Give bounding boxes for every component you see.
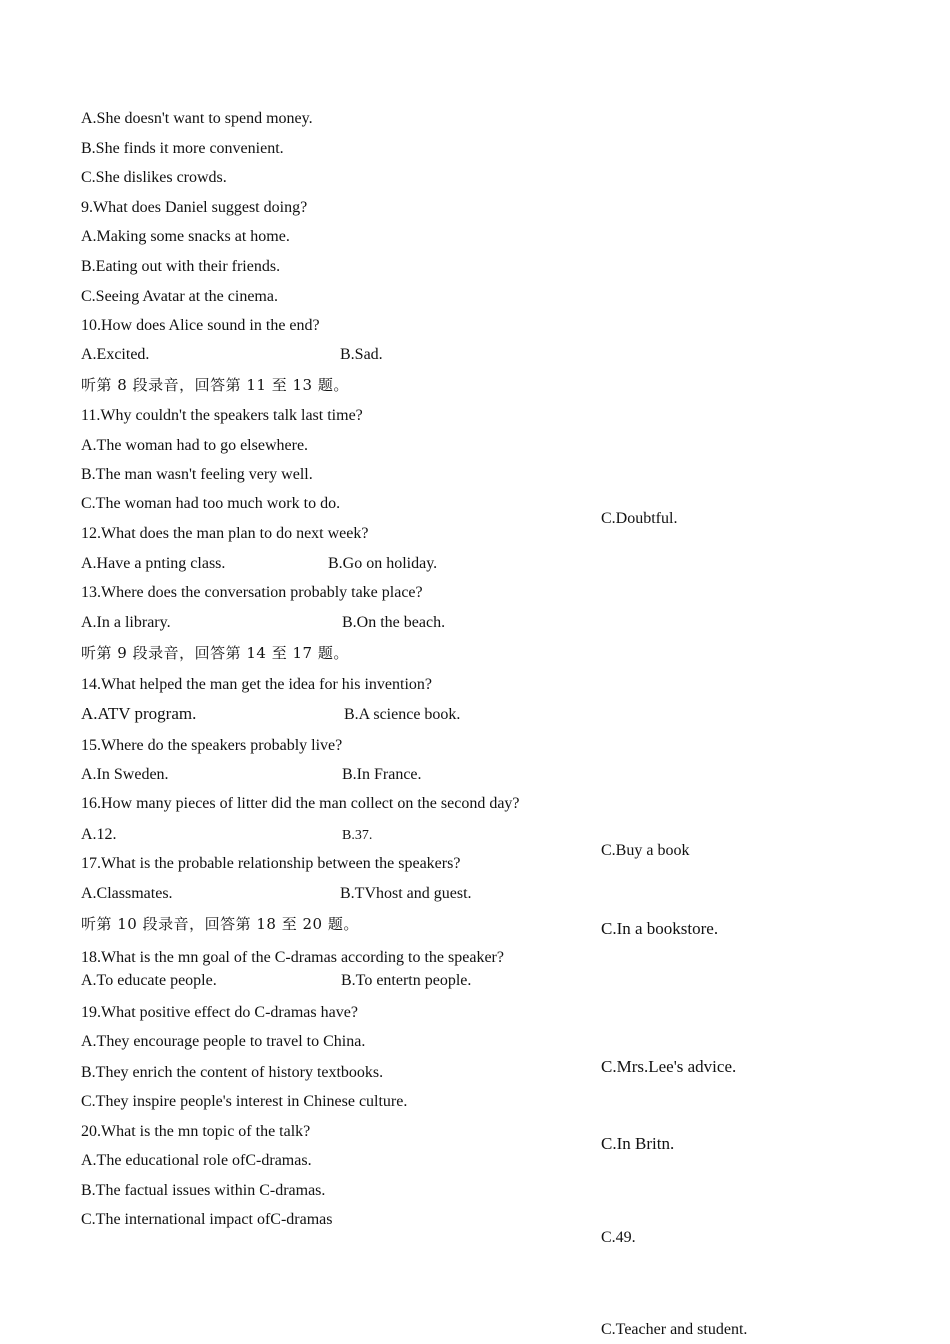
option-text: C.She dislikes crowds. — [81, 169, 227, 186]
option-text: A.Excited. — [81, 346, 150, 363]
option-text: C.The woman had too much work to do. — [81, 495, 341, 512]
question-text: 19.What positive effect do C-dramas have? — [81, 1004, 358, 1021]
option-text: A.Have a pnting class. — [81, 555, 226, 572]
question-text: 18.What is the mn goal of the C-dramas according to the speaker? — [81, 949, 504, 966]
option-text: B.A science book. — [344, 706, 461, 723]
option-text: B.Go on holiday. — [328, 555, 438, 572]
option-text: C.In a bookstore. — [601, 919, 719, 938]
question-text: 12.What does the man plan to do next week? — [81, 525, 369, 542]
option-text: A.In Sweden. — [81, 766, 169, 783]
option-text: A.The woman had to go elsewhere. — [81, 437, 309, 454]
question-text: 14.What helped the man get the idea for his invention? — [81, 676, 432, 693]
option-text: C.Doubtful. — [601, 510, 678, 527]
option-text: C.They inspire people's interest in Chinese culture. — [81, 1093, 408, 1110]
option-text: B.Sad. — [340, 346, 383, 363]
option-text: B.TVhost and guest. — [340, 885, 472, 902]
option-text: A.They encourage people to travel to China. — [81, 1033, 366, 1050]
section-heading: 听第 8 段录音，回答第 11 至 13 题。 — [81, 376, 349, 394]
option-text: A.12. — [81, 826, 117, 843]
question-text: 13.Where does the conversation probably take place? — [81, 584, 423, 601]
option-text: C.Mrs.Lee's advice. — [601, 1057, 737, 1076]
option-text: A.The educational role ofC-dramas. — [81, 1152, 312, 1169]
option-text: C.49. — [601, 1229, 636, 1246]
option-text: C.In Britn. — [601, 1134, 675, 1153]
question-text: 20.What is the mn topic of the talk? — [81, 1123, 311, 1140]
question-text: 17.What is the probable relationship between the speakers? — [81, 855, 461, 872]
question-text: 15.Where do the speakers probably live? — [81, 737, 343, 754]
section-heading: 听第 9 段录音，回答第 14 至 17 题。 — [81, 644, 349, 662]
question-text: 10.How does Alice sound in the end? — [81, 317, 320, 334]
option-text: C.Buy a book — [601, 842, 690, 859]
option-text: B.In France. — [342, 766, 422, 783]
option-text: A.ATV program. — [81, 704, 197, 723]
question-text: 9.What does Daniel suggest doing? — [81, 199, 308, 216]
option-text: A.Making some snacks at home. — [81, 228, 290, 245]
option-text: B.They enrich the content of history textbooks. — [81, 1064, 384, 1081]
option-text: B.The man wasn't feeling very well. — [81, 466, 313, 483]
question-text: 16.How many pieces of litter did the man collect on the second day? — [81, 795, 520, 812]
option-text: B.On the beach. — [342, 614, 446, 631]
option-text: C.Seeing Avatar at the cinema. — [81, 288, 278, 305]
option-text: B.She finds it more convenient. — [81, 140, 284, 157]
option-text: A.To educate people. — [81, 972, 217, 989]
question-text: 11.Why couldn't the speakers talk last time? — [81, 407, 363, 424]
option-text: B.Eating out with their friends. — [81, 258, 281, 275]
option-text: C.The international impact ofC-dramas — [81, 1211, 333, 1228]
option-text: A.In a library. — [81, 614, 171, 631]
option-text: C.Teacher and student. — [601, 1321, 748, 1338]
option-text: B.To entertn people. — [341, 972, 472, 989]
option-text: B.37. — [342, 828, 373, 843]
option-text: B.The factual issues within C-dramas. — [81, 1182, 326, 1199]
section-heading: 听第 10 段录音，回答第 18 至 20 题。 — [81, 915, 359, 933]
option-text: A.Classmates. — [81, 885, 173, 902]
option-text: A.She doesn't want to spend money. — [81, 110, 313, 127]
